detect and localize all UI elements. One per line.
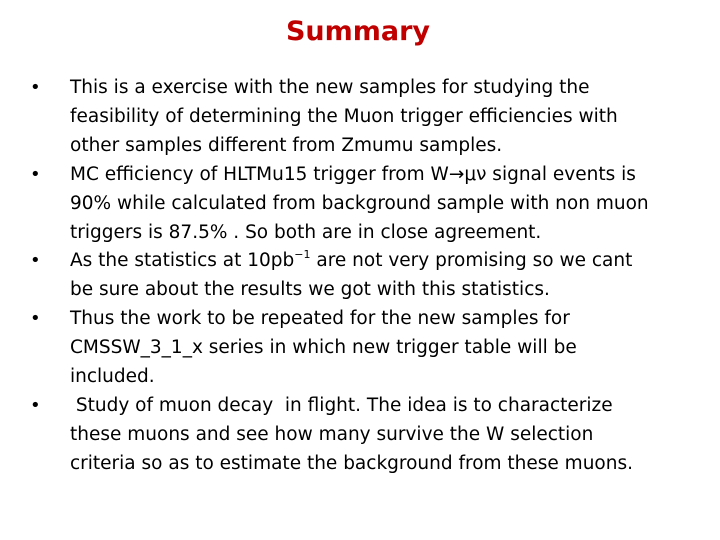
bullet-text-line: Study of muon decay in flight. The idea is to characterize (70, 394, 613, 416)
bullet-text-line (70, 247, 702, 276)
bullet-text-fragment: are not very promising so we cant (310, 250, 633, 272)
superscript-exponent: −1 (294, 248, 311, 262)
bullet-icon: • (30, 394, 41, 416)
bullet-text-line: included. (70, 366, 155, 388)
bullet-text-line: triggers is 87.5% . So both are in close agreement. (70, 221, 542, 243)
bullet-icon: • (30, 163, 41, 185)
bullet-list (30, 74, 702, 479)
bullet-text-line: This is a exercise with the new samples for studying the (70, 77, 590, 98)
bullet-text-line: other samples different from Zmumu samples. (70, 134, 503, 156)
bullet-item-samples-exercise (30, 74, 702, 161)
bullet-item-repeat-work (30, 305, 702, 392)
bullet-text-line: 90% while calculated from background sample with non muon (70, 192, 649, 214)
bullet-text-line: feasibility of determining the Muon trigger efficiencies with (70, 105, 618, 127)
bullet-item-statistics (30, 247, 702, 305)
bullet-text-line: be sure about the results we got with this statistics. (70, 279, 550, 301)
bullet-icon: • (30, 77, 41, 98)
bullet-item-mc-efficiency (30, 161, 702, 248)
slide-title: Summary (285, 16, 431, 47)
bullet-icon: • (30, 250, 41, 272)
bullet-icon: • (30, 308, 41, 330)
bullet-text-line: these muons and see how many survive the W selection (70, 423, 594, 445)
bullet-item-muon-decay (30, 392, 702, 479)
bullet-text-line: Thus the work to be repeated for the new samples for (70, 308, 570, 330)
bullet-text-fragment: As the statistics at 10pb (70, 250, 295, 272)
bullet-text-line: criteria so as to estimate the background from these muons. (70, 452, 633, 474)
bullet-text-line: MC efficiency of HLTMu15 trigger from W→μν signal events is (70, 163, 636, 185)
bullet-text-line: CMSSW_3_1_x series in which new trigger table will be (70, 337, 577, 359)
